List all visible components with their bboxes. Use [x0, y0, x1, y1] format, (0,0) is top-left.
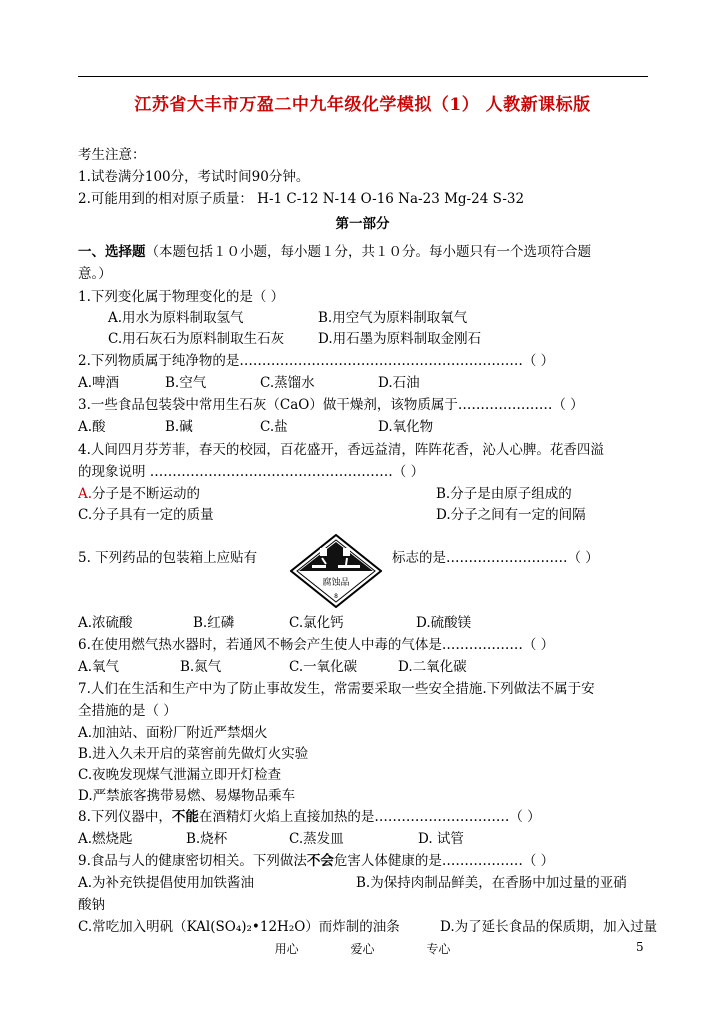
- q9-stem-b: 危害人体健康的是………………（ ）: [333, 853, 555, 869]
- q6-stem: 6.在使用燃气热水器时，若通风不畅会产生使人中毒的气体是………………（ ）: [78, 637, 555, 653]
- page-number: 5: [636, 940, 644, 954]
- q4-option-b: B.分子是由原子组成的: [436, 486, 572, 502]
- q9-stem-a: 9.食品与人的健康密切相关。下列做法: [78, 853, 307, 869]
- q9-option-b-cont: 酸钠: [78, 897, 105, 913]
- q5-option-c: C.氯化钙: [289, 615, 344, 631]
- q6-option-d: D.二氧化碳: [398, 659, 467, 675]
- q1-option-a: A.用水为原料制取氢气: [108, 310, 244, 326]
- q3-option-b: B.碱: [165, 419, 193, 435]
- section-desc-2: 意。）: [78, 266, 112, 282]
- q8-stem-line: [78, 808, 541, 826]
- q7-option-d: D.严禁旅客携带易燃、易爆物品乘车: [78, 788, 296, 804]
- footer-motto: [0, 940, 725, 957]
- q8-stem-b: 在酒精灯火焰上直接加热的是…………………………（ ）: [198, 809, 541, 825]
- q2-option-b: B.空气: [165, 375, 207, 391]
- q5-stem-b: 标志的是………………………（ ）: [392, 550, 599, 566]
- q9-option-b: B.为保持肉制品鲜美，在香肠中加过量的亚硝: [356, 875, 627, 891]
- q1-option-b: B.用空气为原料制取氧气: [318, 310, 468, 326]
- q7-stem-2: 全措施的是（ ）: [78, 703, 177, 719]
- q3-stem: 3.一些食品包装袋中常用生石灰（CaO）做干燥剂，该物质属于…………………（ ）: [78, 397, 584, 413]
- q2-stem: 2.下列物质属于纯净物的是………………………………………………………（ ）: [78, 353, 555, 369]
- q5-option-d: D.硫酸镁: [416, 615, 472, 631]
- q3-option-d: D.氧化物: [378, 419, 434, 435]
- q7-option-a: A.加油站、面粉厂附近严禁烟火: [78, 725, 268, 741]
- header-rule: [78, 76, 648, 77]
- svg-text:8: 8: [334, 593, 338, 600]
- q9-stem-bold: 不会: [306, 853, 334, 869]
- q8-option-c: C.蒸发皿: [289, 831, 344, 847]
- q8-option-d: D. 试管: [418, 831, 464, 847]
- q2-option-d: D.石油: [378, 375, 420, 391]
- hazard-label: 腐蚀品: [322, 578, 350, 588]
- q2-option-c: C.蒸馏水: [260, 375, 315, 391]
- q6-option-b: B.氮气: [180, 659, 222, 675]
- part-title: 第一部分: [335, 216, 390, 232]
- q4-option-c: C.分子具有一定的质量: [78, 507, 214, 523]
- q4-stem: 4.人间四月芬芳菲，春天的校园，百花盛开，香远益清，阵阵花香，沁人心脾。花香四溢: [78, 442, 604, 458]
- page-title: 江苏省大丰市万盈二中九年级化学模拟（1） 人教新课标版: [134, 95, 591, 115]
- footer-word-3: 专心: [426, 942, 451, 956]
- q5-option-a: A.浓硫酸: [78, 615, 133, 631]
- section-heading: 一、选择题: [78, 244, 146, 260]
- q7-option-b: B.进入久未开启的菜窖前先做灯火实验: [78, 746, 309, 762]
- q9-option-d: D.为了延长食品的保质期，加入过量: [440, 919, 658, 935]
- notice-item-2: 2.可能用到的相对原子质量： H-1 C-12 N-14 O-16 Na-23 Mg-24 S-32: [78, 191, 525, 207]
- footer-word-2: 爱心: [350, 942, 375, 956]
- q8-option-b: B.烧杯: [186, 831, 228, 847]
- q6-option-a: A.氧气: [78, 659, 120, 675]
- q9-option-a: A.为补充铁提倡使用加铁酱油: [78, 875, 255, 891]
- q4-option-a: 分子是不断运动的: [92, 486, 201, 502]
- q1-option-d: D.用石墨为原料制取金刚石: [318, 331, 482, 347]
- q5-stem-a: 5. 下列药品的包装箱上应贴有: [78, 550, 258, 566]
- notice-heading: 考生注意：: [78, 147, 146, 163]
- q8-option-a: A.燃烧匙: [78, 831, 133, 847]
- q4-option-d: D.分子之间有一定的间隔: [436, 507, 586, 523]
- corrosive-hazard-icon: [290, 534, 382, 608]
- notice-item-1: 1.试卷满分100分，考试时间90分钟。: [78, 169, 310, 185]
- q1-option-c: C.用石灰石为原料制取生石灰: [108, 331, 285, 347]
- q1-stem: 1.下列变化属于物理变化的是（ ）: [78, 289, 285, 305]
- q7-stem: 7.人们在生活和生产中为了防止事故发生，常需要采取一些安全措施.下列做法不属于安: [78, 681, 595, 697]
- section-desc: （本题包括１０小题，每小题１分，共１０分。每小题只有一个选项符合题: [145, 244, 591, 260]
- q3-option-a: A.酸: [78, 419, 106, 435]
- q8-stem-a: 8.下列仪器中，: [78, 809, 172, 825]
- q8-stem-bold: 不能: [171, 809, 199, 825]
- section-heading-line: [78, 243, 591, 261]
- q2-option-a: A.啤酒: [78, 375, 120, 391]
- footer-word-1: 用心: [274, 942, 299, 956]
- q7-option-c: C.夜晚发现煤气泄漏立即开灯检查: [78, 767, 282, 783]
- q4-option-a-line: [78, 485, 200, 503]
- q9-stem-line: [78, 852, 554, 870]
- q9-option-c: C.常吃加入明矾（KAl(SO₄)₂•12H₂O）而炸制的油条: [78, 919, 400, 935]
- q4-option-a-letter: A.: [78, 486, 93, 502]
- q6-option-c: C.一氧化碳: [289, 659, 358, 675]
- q4-stem-2: 的现象说明 ………………………………………………（ ）: [78, 464, 425, 480]
- q3-option-c: C.盐: [260, 419, 288, 435]
- q5-option-b: B.红磷: [193, 615, 235, 631]
